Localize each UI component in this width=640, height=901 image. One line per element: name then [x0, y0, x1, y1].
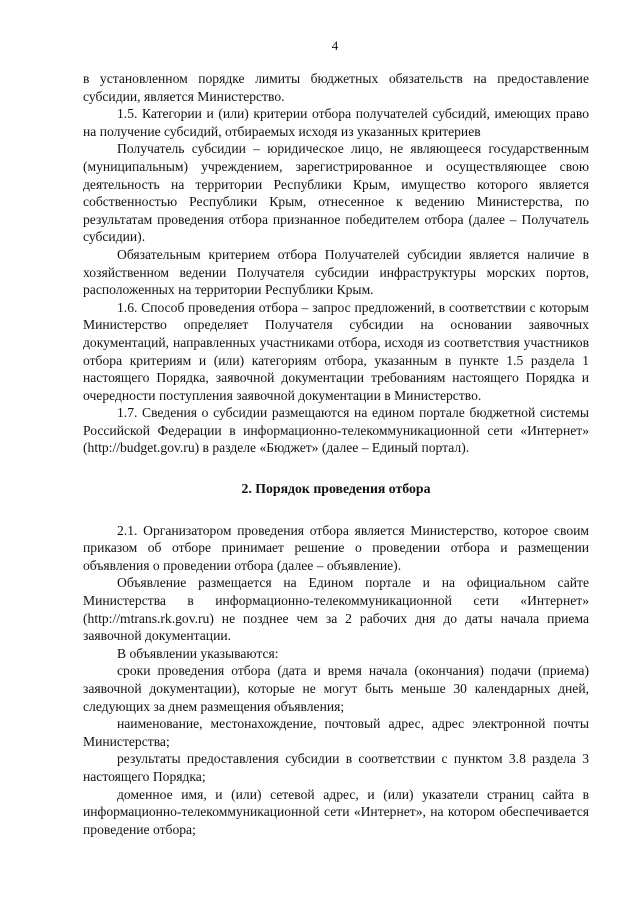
paragraph-announcement: Объявление размещается на Едином портале и на официальном сайте Министерства в информационно-телекоммуникационной сети «Интернет» (http://mtrans.rk.gov.ru) не позднее чем за 2 рабочих дня до даты начала приема заявочной документации. — [83, 575, 589, 644]
list-item-deadlines: сроки проведения отбора (дата и время начала (окончания) подачи (приема) заявочной документации), которые не могут быть меньше 30 календарных дней, следующих за днем размещения объявления; — [83, 663, 589, 714]
paragraph-1-6: 1.6. Способ проведения отбора – запрос предложений, в соответствии с которым Министерство определяет Получателя субсидии на основании заявочных документаций, направленных участниками отбора, исходя из соответствия участников отбора критериям и (или) категориям отбора, указанным в пункте 1.5 раздела 1 настоящего Порядка, заявочной документации требованиям настоящего Порядка и очередности поступления заявочной документации в Министерство. — [83, 299, 589, 403]
page-number: 4 — [331, 38, 339, 53]
paragraph-criterion: Обязательным критерием отбора Получателей субсидии является наличие в хозяйственном ведении Получателя субсидии инфраструктуры морских портов, расположенных на территории Республики Крым. — [83, 246, 589, 298]
list-item-results: результаты предоставления субсидии в соответствии с пунктом 3.8 раздела 3 настоящего Порядка; — [83, 751, 589, 784]
paragraph-1-7: 1.7. Сведения о субсидии размещаются на едином портале бюджетной системы Российской Федерации в информационно-телекоммуникационной сети «Интернет» (http://budget.gov.ru) в разделе «Бюджет» (далее – Единый портал). — [83, 405, 589, 456]
paragraph-recipient: Получатель субсидии – юридическое лицо, не являющееся государственным (муниципальным) учреждением, зарегистрированное и осуществляющее свою деятельность на территории Республики Крым, имущество которого является собственностью Республики Крым, отнесенное к ведению Министерства, по результатам проведения отбора признанное победителем отбора (далее – Получатель субсидии). — [83, 141, 589, 245]
list-item-contacts: наименование, местонахождение, почтовый адрес, адрес электронной почты Министерства; — [83, 716, 589, 749]
paragraph-2-1: 2.1. Организатором проведения отбора является Министерство, которое своим приказом об отборе принимает решение о проведении отбора и размещении объявления о проведении отбора (далее – объявление). — [83, 522, 589, 573]
paragraph-announcement-contents: В объявлении указываются: — [117, 645, 279, 661]
document-body — [83, 70, 589, 838]
paragraph-1-5: 1.5. Категории и (или) критерии отбора получателей субсидий, имеющих право на получение субсидий, отбираемых исходя из указанных критериев — [83, 106, 589, 139]
list-item-domain: доменное имя, и (или) сетевой адрес, и (или) указатели страниц сайта в информационно-телекоммуникационной сети «Интернет», на котором обеспечивается проведение отбора; — [83, 786, 589, 837]
section-title: 2. Порядок проведения отбора — [241, 481, 431, 497]
paragraph: в установленном порядке лимиты бюджетных обязательств на предоставление субсидии, является Министерство. — [83, 71, 589, 104]
